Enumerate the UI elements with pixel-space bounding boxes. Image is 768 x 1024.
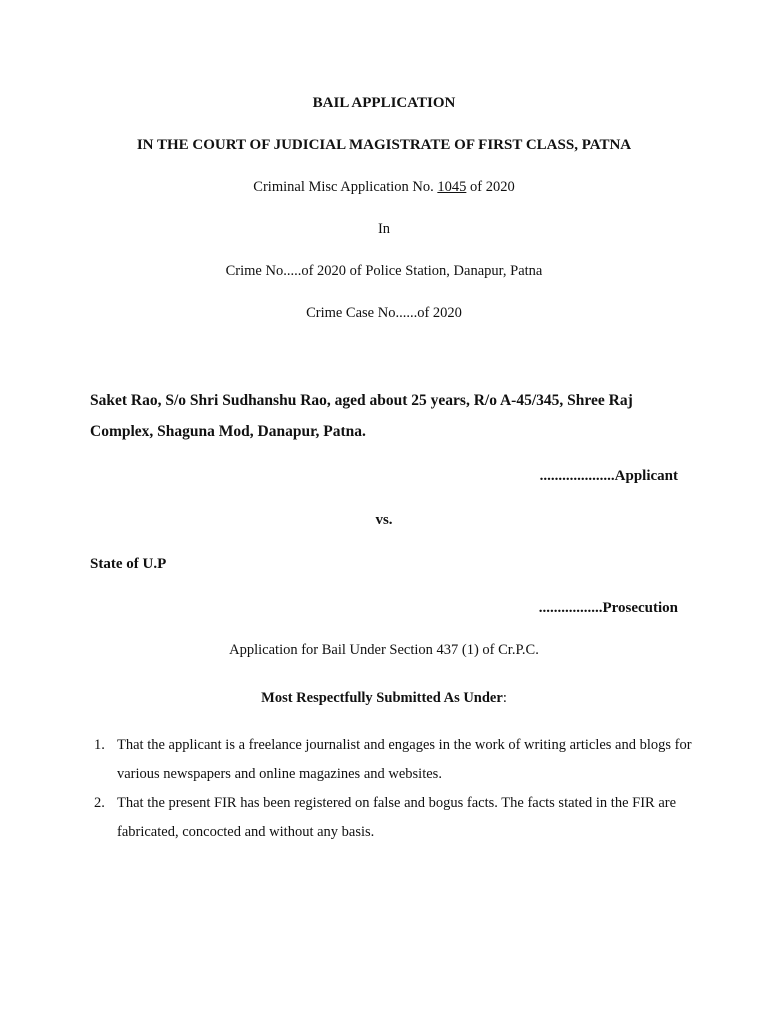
applicant-label: ....................Applicant — [539, 468, 678, 484]
application-number-prefix: Criminal Misc Application No. — [253, 179, 438, 195]
versus-text: vs. — [375, 512, 393, 528]
crime-case-line: Crime Case No......of 2020 — [306, 305, 462, 321]
court-title: IN THE COURT OF JUDICIAL MAGISTRATE OF FIRST CLASS, PATNA — [136, 137, 632, 153]
application-number-suffix: of 2020 — [466, 179, 515, 195]
list-item — [94, 731, 694, 789]
application-title: Application for Bail Under Section 437 (1) of Cr.P.C. — [229, 642, 539, 658]
respondent-name: State of U.P — [90, 556, 167, 572]
crime-number-line: Crime No.....of 2020 of Police Station, Danapur, Patna — [225, 263, 543, 279]
submission-points — [94, 731, 694, 847]
point-number: 2. — [94, 795, 105, 811]
submission-colon: : — [502, 690, 507, 706]
point-number: 1. — [94, 737, 105, 753]
submission-heading-line — [0, 689, 768, 707]
in-word: In — [377, 221, 391, 237]
applicant-details: Saket Rao, S/o Shri Sudhanshu Rao, aged about 25 years, R/o A-45/345, Shree Raj Complex, Shaguna Mod, Danapur, Patna. — [90, 392, 633, 440]
point-text: That the applicant is a freelance journalist and engages in the work of writing articles and blogs for various newspapers and online magazines and websites. — [117, 737, 692, 782]
point-text: That the present FIR has been registered on false and bogus facts. The facts stated in the FIR are fabricated, concocted and without any basis. — [117, 795, 677, 840]
list-item — [94, 789, 694, 847]
prosecution-label: .................Prosecution — [538, 600, 678, 616]
application-number: 1045 — [437, 179, 467, 195]
document-heading: BAIL APPLICATION — [312, 95, 456, 111]
application-number-line — [0, 178, 768, 196]
submission-heading: Most Respectfully Submitted As Under — [261, 690, 503, 706]
